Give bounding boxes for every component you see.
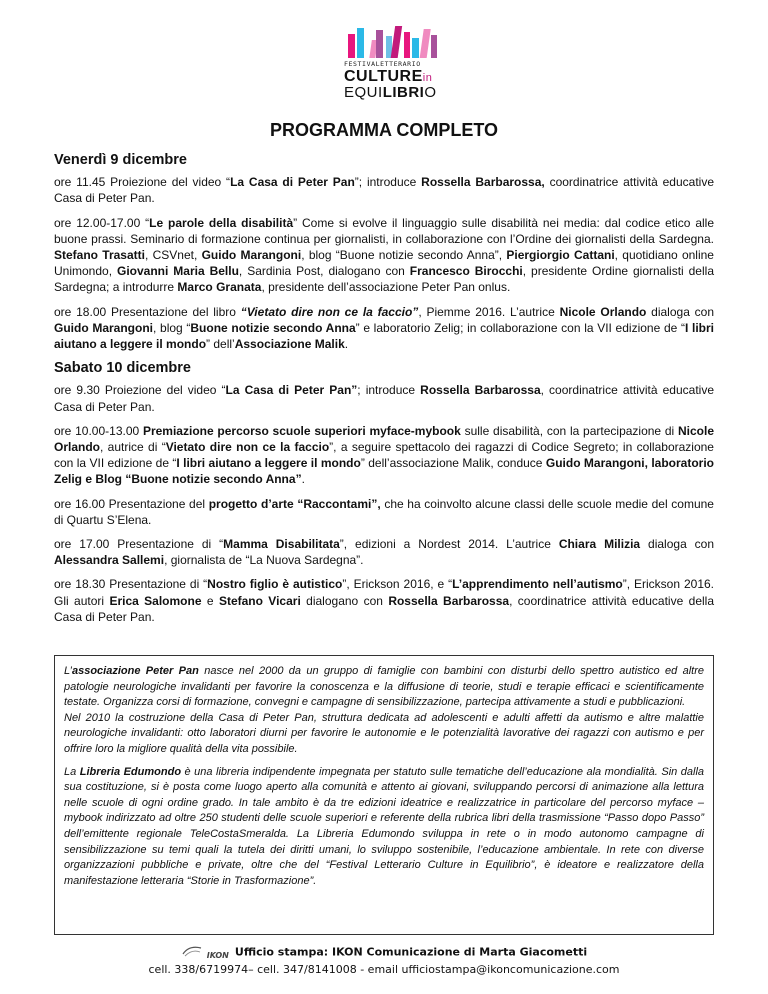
- emphasis-text: L’apprendimento nell’autismo: [452, 577, 623, 592]
- event-item: ore 11.45 Proiezione del video “La Casa di Peter Pan”; introduce Rossella Barbarossa, coordinatrice attività educative Casa di Peter Pan.: [54, 175, 715, 206]
- logo-book-spine: [348, 34, 355, 58]
- ikon-logo-text: IKON: [206, 951, 229, 960]
- emphasis-text: Marco Granata: [177, 280, 262, 295]
- contact-details: cell. 338/6719974– cell. 347/8141008 - email ufficiostampa@ikoncomunicazione.com: [148, 963, 620, 976]
- emphasis-text: Guido Marangoni: [201, 248, 302, 263]
- event-item: ore 12.00-17.00 “Le parole della disabilità” Come si evolve il linguaggio sulle disabilità nei media: dal codice etico alle buone prassi. Seminario di formazione continua per giornalisti, in collaborazione con l’Ordine dei giornalisti della Sardegna. Stefano Trasatti, CSVnet, Guido Marangoni, blog “Buone notizie secondo Anna”, Piergiorgio Cattani, quotidiano online Unimondo, Giovanni Maria Bellu, Sardinia Post, dialogano con Francesco Birocchi, presidente Ordine giornalisti della Sardegna; a introdurre Marco Granata, presidente dell’associazione Peter Pan onlus.: [54, 215, 714, 295]
- logo-book-spine: [412, 38, 419, 58]
- logo-culture-word: CULTURE: [344, 68, 423, 85]
- emphasis-text: Nicole Orlando: [54, 423, 715, 455]
- emphasis-text: Giovanni Maria Bellu: [116, 264, 239, 279]
- press-office-text: Ufficio stampa: IKON Comunicazione di Marta Giacometti: [234, 945, 588, 959]
- logo-equi: EQUI: [344, 84, 383, 101]
- edumondo-description: La Libreria Edumondo è una libreria indipendente impegnata per statuto sulle tematiche dell’educazione ala mondialità. Sin dalla sua costituzione, si è posta come luogo aperto alla comunità e attento ai giovani, sviluppando percorsi di animazione alla lettura nelle scuole di ogni ordine grado. In tale ambito è da tre edizioni ideatrice e realizzatrice in particolare del percorso myface – mybook indirizzato ad oltre 250 studenti delle scuole superiori e referente della rubrica libri della trasmissione “Passo dopo Passo” dell’emittente regionale TeleCostaSmeralda. La Libreria Edumondo sviluppa in rete o in modo autonomo campagne di sensibilizzazione su temi quali la tutela dei diritti umani, lo sviluppo sostenibile, l’educazione ambientale. In rete con diverse organizzazioni pubbliche e private, oltre che del “Festival Letterario Culture in Equilibrio”, è ideatore e realizzatore della manifestazione letteraria “Storie in Trasformazione”.: [64, 765, 705, 887]
- emphasis-text: Rossella Barbarossa: [420, 383, 541, 398]
- logo-equilibrio-line: [344, 84, 437, 101]
- logo-book-spine: [420, 29, 431, 58]
- ikon-swirl-icon: [181, 944, 203, 958]
- day-heading: Venerdì 9 dicembre: [54, 152, 187, 168]
- page-title: PROGRAMMA COMPLETO: [270, 120, 498, 140]
- emphasis-text: Chiara Milizia: [558, 537, 641, 552]
- day-section: [54, 360, 714, 625]
- emphasis-text: Libreria Edumondo: [79, 765, 182, 778]
- emphasis-text: Nostro figlio è autistico: [207, 577, 343, 592]
- logo-book-spine: [386, 36, 392, 58]
- event-item: ore 18.30 Presentazione di “Nostro figlio è autistico”, Erickson 2016, e “L’apprendimento nell’autismo”, Erickson 2016. Gli autori Erica Salomone e Stefano Vicari dialogano con Rossella Barbarossa, coordinatrice attività educative della Casa di Peter Pan.: [54, 577, 715, 624]
- emphasis-text: I libri aiutano a leggere il mondo: [54, 320, 714, 352]
- emphasis-text: Premiazione percorso scuole superiori myface-mybook: [142, 423, 461, 438]
- logo-in-word: in: [422, 72, 433, 84]
- emphasis-text: Mamma Disabilitata: [223, 537, 340, 552]
- logo-book-spine: [357, 28, 364, 58]
- emphasis-text: Erica Salomone: [109, 593, 202, 608]
- logo-o: O: [424, 84, 437, 101]
- emphasis-text: Francesco Birocchi: [409, 264, 523, 279]
- emphasis-text: associazione Peter Pan: [71, 665, 199, 677]
- organizers-info-box: [54, 655, 714, 935]
- emphasis-text: Piergiorgio Cattani: [506, 248, 615, 263]
- emphasis-text: Vietato dire non ce la faccio: [165, 440, 330, 455]
- emphasis-text: I libri aiutano a leggere il mondo: [176, 456, 361, 471]
- day-heading: Sabato 10 dicembre: [54, 360, 191, 377]
- logo-libri: LIBRI: [382, 84, 425, 101]
- emphasis-text: Buone notizie secondo Anna: [190, 320, 356, 335]
- emphasis-text: Le parole della disabilità: [149, 215, 294, 230]
- event-item: ore 16.00 Presentazione del progetto d’arte “Raccontami”, che ha coinvolto alcune classi delle scuole medie del comune di Quartu S’Elena.: [54, 496, 714, 527]
- emphasis-text: La Casa di Peter Pan: [230, 175, 355, 190]
- peter-pan-description: L’associazione Peter Pan nasce nel 2000 da un gruppo di famiglie con bambini con disturbi dello spettro autistico ed altre patologie neurologiche invalidanti per favorire la conoscenza e la diffusione di teorie, studi e terapie efficaci e scientificamente testate. Organizza corsi di formazione, convegni e campagne di sensibilizzazione, partecipa attivamente a studi e pubblicazioni. Nel 2010 la costruzione della Casa di Peter Pan, struttura dedicata ad adolescenti e adulti affetti da autismo e altre malattie neurologiche invalidanti: otto laboratori diurni per favorire le autonomie e le potenzialità lavorative dei ragazzi con autismo e per offrire loro la migliore qualità della vita possibile.: [64, 665, 704, 755]
- event-item: ore 10.00-13.00 Premiazione percorso scuole superiori myface-mybook sulle disabilità, con la partecipazione di Nicole Orlando, autrice di “Vietato dire non ce la faccio”, a seguire spettacolo dei ragazzi di Codice Segreto; in collaborazione con la VII edizione de “I libri aiutano a leggere il mondo” dell’associazione Malik, conduce Guido Marangoni, laboratorio Zelig e Blog “Buone notizie secondo Anna”.: [54, 423, 715, 487]
- emphasis-text: Stefano Vicari: [218, 593, 301, 608]
- day-section: [54, 152, 714, 352]
- emphasis-text: Nicole Orlando: [559, 304, 647, 319]
- press-office-line: [0, 944, 768, 961]
- logo-book-spine: [431, 35, 437, 58]
- emphasis-text: Alessandra Sallemi: [54, 553, 165, 568]
- emphasis-text: Stefano Trasatti: [54, 248, 145, 263]
- emphasis-text: “Vietato dire non ce la faccio”: [240, 304, 419, 319]
- logo-festival-label: FESTIVALETTERARIO: [344, 60, 421, 68]
- event-item: ore 17.00 Presentazione di “Mamma Disabilitata”, edizioni a Nordest 2014. L’autrice Chiara Milizia dialoga con Alessandra Sallemi, giornalista de “La Nuova Sardegna”.: [54, 537, 715, 568]
- emphasis-text: Rossella Barbarossa,: [421, 175, 545, 190]
- emphasis-text: Guido Marangoni: [54, 320, 154, 335]
- festival-logo: [344, 20, 440, 100]
- logo-book-spine: [376, 30, 383, 58]
- event-item: ore 9.30 Proiezione del video “La Casa di Peter Pan”; introduce Rossella Barbarossa, coordinatrice attività educative Casa di Peter Pan.: [54, 383, 714, 414]
- emphasis-text: Guido Marangoni, laboratorio Zelig e Blog “Buone notizie secondo Anna”: [54, 456, 715, 487]
- logo-book-spine: [391, 26, 402, 58]
- book-stripes-logo-mark: [344, 20, 440, 60]
- logo-book-spine: [404, 32, 410, 58]
- emphasis-text: Rossella Barbarossa: [388, 593, 510, 608]
- ikon-logo: [181, 944, 229, 961]
- press-office-footer: [0, 944, 768, 976]
- emphasis-text: progetto d’arte “Raccontami”,: [208, 496, 381, 511]
- emphasis-text: La Casa di Peter Pan”: [225, 383, 358, 398]
- emphasis-text: Associazione Malik: [234, 337, 345, 352]
- event-item: ore 18.00 Presentazione del libro “Vietato dire non ce la faccio”, Piemme 2016. L’autrice Nicole Orlando dialoga con Guido Marangoni, blog “Buone notizie secondo Anna” e laboratorio Zelig; in collaborazione con la VII edizione de “I libri aiutano a leggere il mondo” dell’Associazione Malik.: [54, 304, 715, 352]
- program-content: [54, 152, 714, 633]
